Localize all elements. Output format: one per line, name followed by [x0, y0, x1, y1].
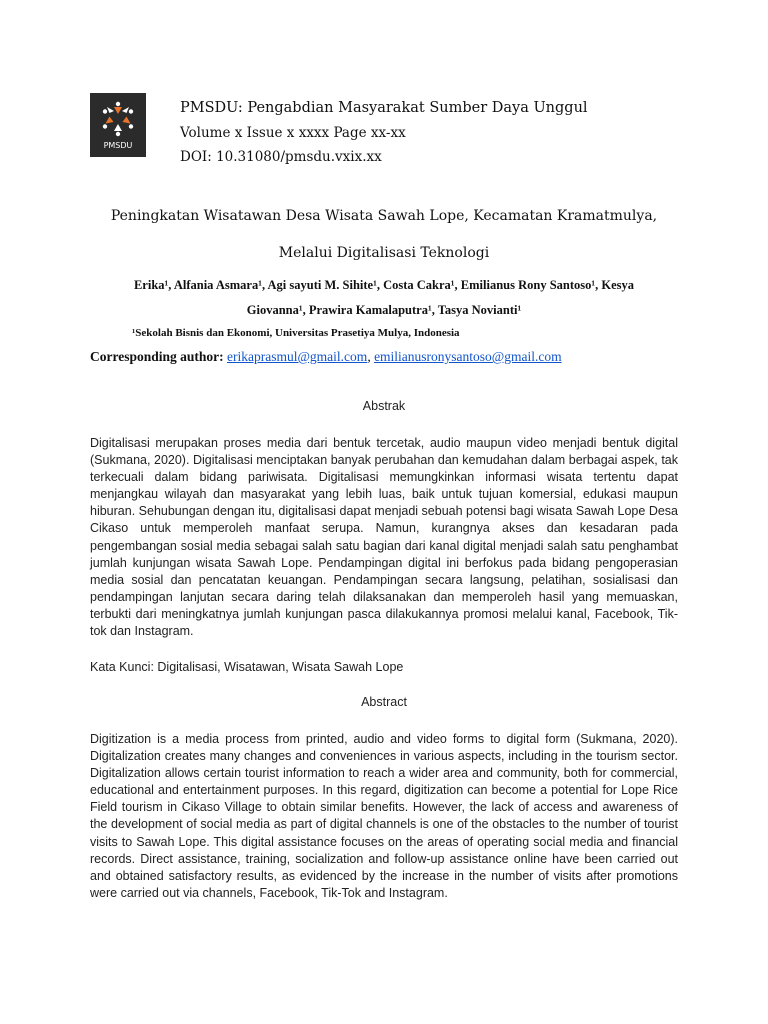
abstrak-body: Digitalisasi merupakan proses media dari bentuk tercetak, audio maupun video menjadi bentuk digital (Sukmana, 2020). Digitalisasi menciptakan banyak perubahan dan kemudahan dalam berbagai aspek, tak terkecuali dalam bidang pariwisata. Digitalisasi memungkinkan informasi wisata tertentu dapat menjangkau wilayah dan masyarakat yang lebih luas, baik untuk tujuan komersial, edukasi maupun hiburan. Sehubungan dengan itu, digitalisasi dapat menjadi sebuah potensi bagi wisata Sawah Lope Desa Cikaso untuk memperoleh manfaat serupa. Namun, kurangnya akses dan kesadaran pada pengembangan sosial media sebagai salah satu bagian dari kanal digital menjadi salah satu penghambat jumlah kunjungan wisata Sawah Lope. Pendampingan digital ini berfokus pada bidang pengoperasian media sosial dan pencatatan keuangan. Pendampingan secara langsung, pelatihan, sosialisasi dan pendampingan lanjutan secara daring telah dilaksanakan dan memperoleh hasil yang memuaskan, terbukti dari meningkatnya jumlah kunjungan pasca dilakukannya promosi melalui kanal, Facebook, Tik-tok dan Instagram.: [90, 436, 678, 639]
article-title-line-1: Peningkatan Wisatawan Desa Wisata Sawah Lope, Kecamatan Kramatmulya,: [110, 208, 658, 224]
affiliation: ¹Sekolah Bisnis dan Ekonomi, Universitas Prasetiya Mulya, Indonesia: [132, 327, 460, 339]
journal-logo: [90, 93, 146, 157]
abstract-heading: Abstract: [361, 695, 407, 709]
logo-text: PMSDU: [103, 141, 133, 150]
abstract-body: Digitization is a media process from printed, audio and video forms to digital form (Sukmana, 2020). Digitalization creates many changes and conveniences in various aspects, including in the tourism sector. Digitalization allows certain tourist information to reach a wider area and community, both for commercial, educational and entertainment purposes. In this regard, digitization can become a potential for Lope Rice Field tourism in Cikaso Village to obtain similar benefits. However, the lack of access and awareness of the development of social media as part of digital channels is one of the obstacles to the number of tourist visits to Sawah Lope. This digital assistance focuses on the areas of operating social media and financial records. Direct assistance, training, socialization and follow-up assistance online have been carried out and obtained satisfactory results, as evidenced by the increase in the number of visits after promotions were carried out via channels, Facebook, Tik-Tok and Instagram.: [90, 732, 678, 900]
abstrak-heading: Abstrak: [362, 399, 406, 413]
authors-line-1: Erika¹, Alfania Asmara¹, Agi sayuti M. Sihite¹, Costa Cakra¹, Emilianus Rony Santoso¹, Kesya: [133, 278, 635, 292]
email-link-2[interactable]: emilianusronysantoso@gmail.com: [374, 349, 562, 364]
article-title-line-2: Melalui Digitalisasi Teknologi: [278, 245, 490, 261]
keywords: Kata Kunci: Digitalisasi, Wisatawan, Wisata Sawah Lope: [90, 660, 404, 674]
volume-line: Volume x Issue x xxxx Page xx-xx: [180, 124, 406, 141]
logo-emblem-icon: [90, 93, 146, 157]
email-separator: ,: [367, 349, 375, 364]
doi-line: DOI: 10.31080/pmsdu.vxix.xx: [180, 149, 382, 165]
journal-title: PMSDU: Pengabdian Masyarakat Sumber Daya Unggul: [180, 100, 588, 116]
corresponding-author-label: Corresponding author:: [90, 349, 224, 364]
authors-line-2: Giovanna¹, Prawira Kamalaputra¹, Tasya Novianti¹: [246, 303, 522, 317]
journal-info: [180, 96, 588, 170]
email-link-1[interactable]: erikaprasmul@gmail.com: [227, 349, 368, 364]
corresponding-author: [90, 349, 562, 365]
